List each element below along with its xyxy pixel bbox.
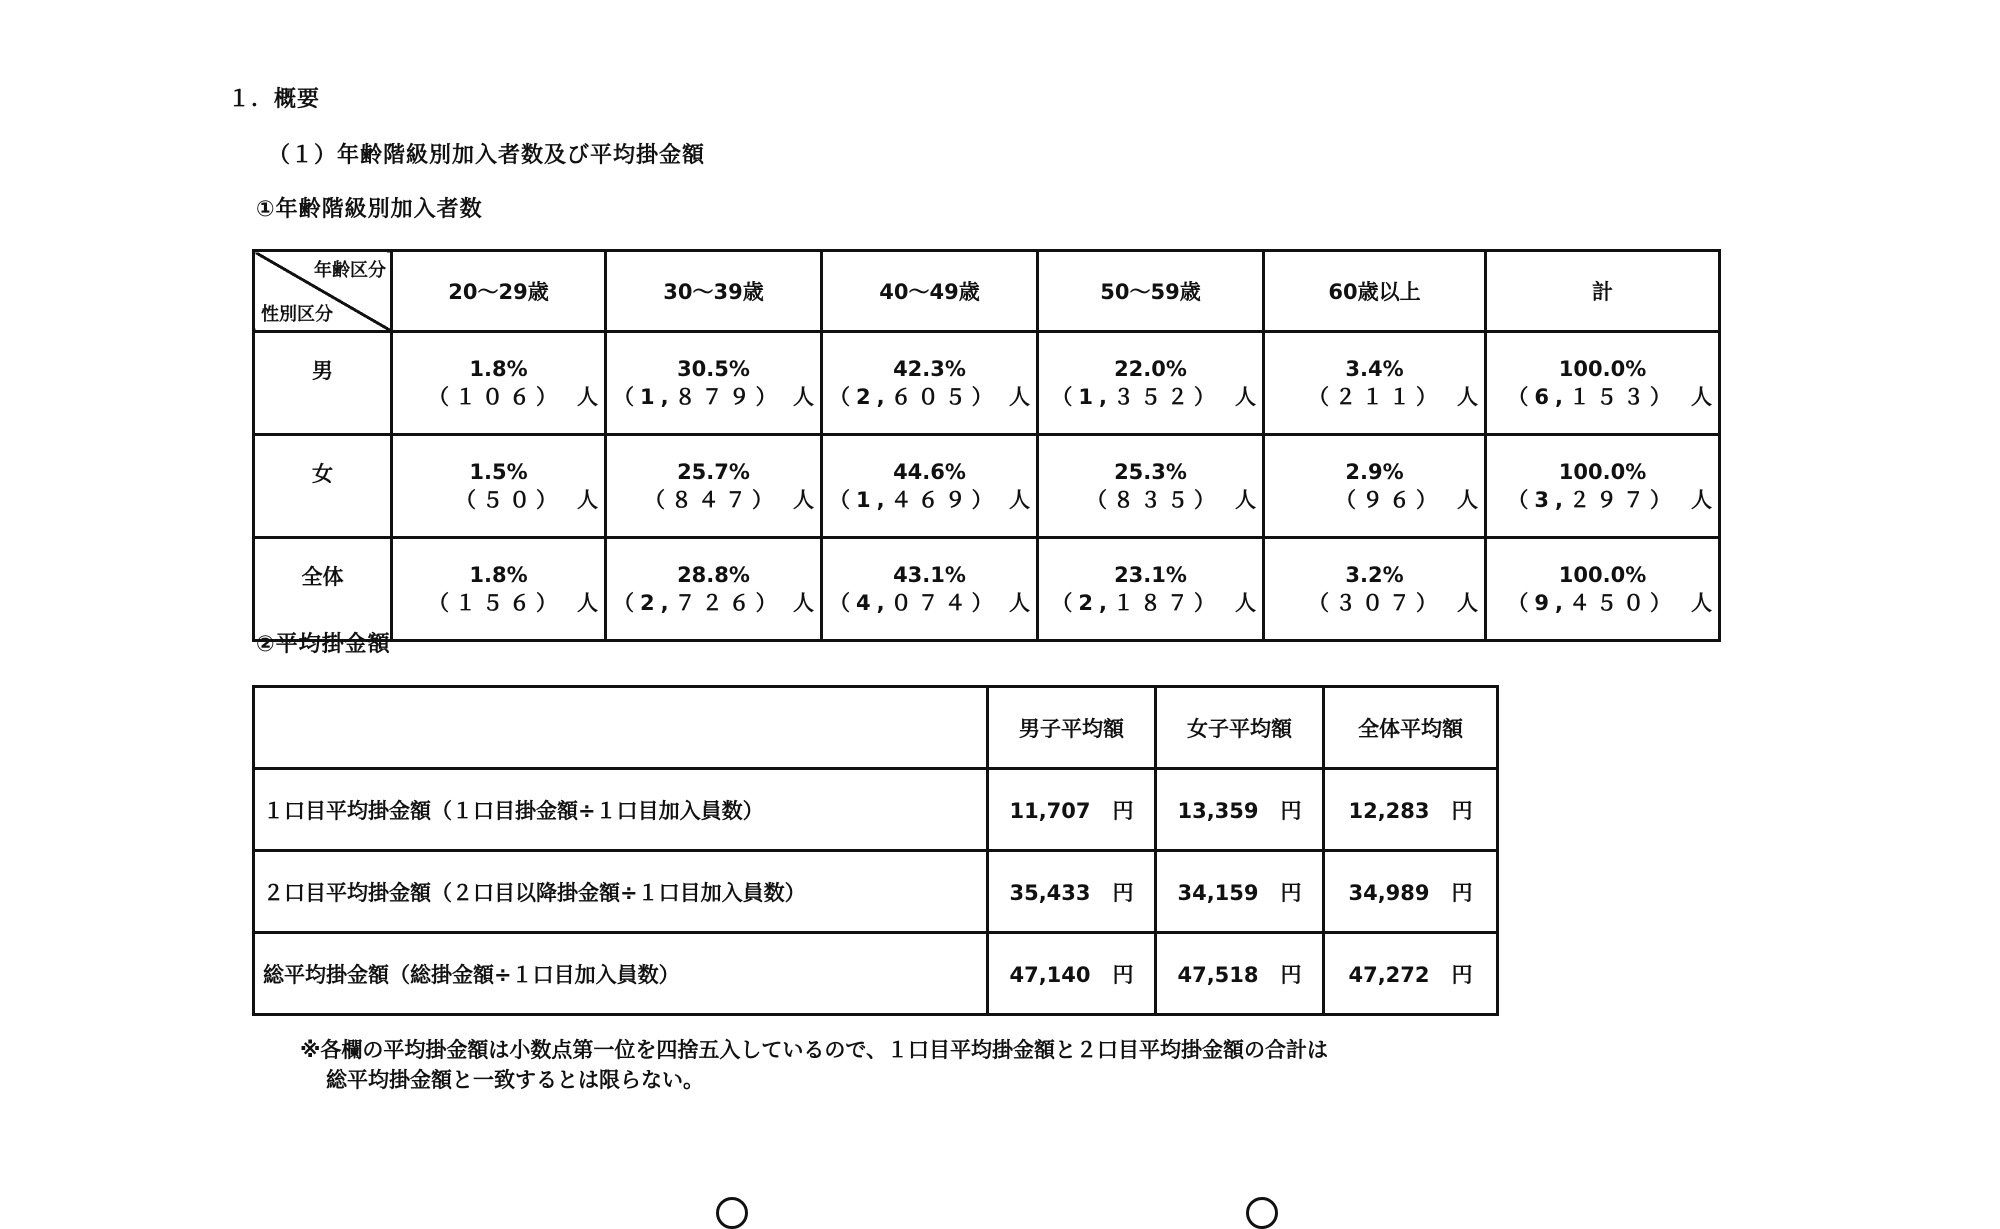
member-cell <box>1486 538 1720 641</box>
table1-corner-cell <box>254 251 392 332</box>
member-count: （５０） <box>455 488 563 512</box>
header-age-50-59: 50～59歳 <box>1038 251 1264 332</box>
person-unit: 人 <box>1457 488 1478 512</box>
member-percentage: 3.4% <box>1345 357 1404 381</box>
member-count: （２１１） <box>1308 385 1443 409</box>
member-count-line <box>399 486 598 514</box>
member-cell <box>822 538 1038 641</box>
yen-unit: 円 <box>1280 798 1302 823</box>
member-cell <box>392 435 606 538</box>
member-cell <box>1264 332 1486 435</box>
table2-row <box>254 933 1498 1015</box>
member-count: （1,３５２） <box>1051 385 1221 409</box>
table2-row <box>254 851 1498 933</box>
premium-amount: 13,359 <box>1177 798 1259 823</box>
row-gender-label: 男 <box>254 332 392 435</box>
member-count-line <box>829 589 1030 617</box>
member-count-line <box>829 383 1030 411</box>
member-count: （2,１８７） <box>1051 591 1221 615</box>
member-percentage: 3.2% <box>1345 563 1404 587</box>
member-percentage: 42.3% <box>893 357 966 381</box>
circle-mark-left <box>716 1197 748 1229</box>
member-cell <box>1038 538 1264 641</box>
member-cell <box>1486 332 1720 435</box>
section-title: １．概要 <box>228 87 321 112</box>
member-count: （2,７２６） <box>613 591 783 615</box>
member-cell <box>392 538 606 641</box>
person-unit: 人 <box>1235 591 1256 615</box>
person-unit: 人 <box>1009 488 1030 512</box>
member-count-line <box>1271 589 1478 617</box>
member-count: （1,８７９） <box>613 385 783 409</box>
member-count-line <box>1493 589 1712 617</box>
yen-unit: 円 <box>1451 798 1473 823</box>
corner-age-label: 年齢区分 <box>314 260 386 281</box>
person-unit: 人 <box>1235 488 1256 512</box>
premium-value-cell <box>988 933 1156 1015</box>
member-percentage: 1.8% <box>469 563 528 587</box>
member-count: （１０６） <box>428 385 563 409</box>
person-unit: 人 <box>1457 591 1478 615</box>
person-unit: 人 <box>1691 385 1712 409</box>
yen-unit: 円 <box>1451 880 1473 905</box>
premium-row-label: 総平均掛金額（総掛金額÷１口目加入員数） <box>254 933 988 1015</box>
member-percentage: 43.1% <box>893 563 966 587</box>
member-percentage: 1.5% <box>469 460 528 484</box>
premium-value-cell <box>1156 851 1324 933</box>
member-cell <box>1038 332 1264 435</box>
premium-value-cell <box>1156 769 1324 851</box>
header-total: 計 <box>1486 251 1720 332</box>
premium-value-cell <box>1324 933 1498 1015</box>
header-age-30-39: 30～39歳 <box>606 251 822 332</box>
member-count: （1,４６９） <box>829 488 999 512</box>
member-cell <box>1038 435 1264 538</box>
member-percentage: 25.7% <box>677 460 750 484</box>
premium-row-label: １口目平均掛金額（１口目掛金額÷１口目加入員数） <box>254 769 988 851</box>
row-gender-label: 全体 <box>254 538 392 641</box>
table1-row <box>254 332 1720 435</box>
premium-amount: 34,159 <box>1177 880 1259 905</box>
member-percentage: 22.0% <box>1114 357 1187 381</box>
table1-header-row <box>254 251 1720 332</box>
premium-value-cell <box>1324 769 1498 851</box>
yen-unit: 円 <box>1112 880 1134 905</box>
member-percentage: 28.8% <box>677 563 750 587</box>
member-percentage: 100.0% <box>1558 563 1647 587</box>
member-percentage: 100.0% <box>1558 357 1647 381</box>
person-unit: 人 <box>1009 385 1030 409</box>
member-percentage: 2.9% <box>1345 460 1404 484</box>
member-count: （9,４５０） <box>1507 591 1677 615</box>
yen-unit: 円 <box>1451 962 1473 987</box>
premium-value-cell <box>1156 933 1324 1015</box>
person-unit: 人 <box>793 488 814 512</box>
member-count-line <box>399 589 598 617</box>
member-cell <box>822 435 1038 538</box>
person-unit: 人 <box>1691 488 1712 512</box>
subsection-title: （１）年齢階級別加入者数及び平均掛金額 <box>268 143 706 168</box>
premium-amount: 47,272 <box>1348 962 1430 987</box>
premium-amount: 47,140 <box>1009 962 1091 987</box>
member-count-line <box>613 589 814 617</box>
person-unit: 人 <box>1457 385 1478 409</box>
premium-amount: 47,518 <box>1177 962 1259 987</box>
person-unit: 人 <box>577 591 598 615</box>
member-percentage: 23.1% <box>1114 563 1187 587</box>
premium-row-label: ２口目平均掛金額（２口目以降掛金額÷１口目加入員数） <box>254 851 988 933</box>
header-age-40-49: 40～49歳 <box>822 251 1038 332</box>
table2-header-row <box>254 687 1498 769</box>
member-percentage: 30.5% <box>677 357 750 381</box>
header-age-60-plus: 60歳以上 <box>1264 251 1486 332</box>
member-cell <box>606 538 822 641</box>
member-count: （6,１５３） <box>1507 385 1677 409</box>
premium-amount: 11,707 <box>1009 798 1091 823</box>
person-unit: 人 <box>1691 591 1712 615</box>
member-count: （2,６０５） <box>829 385 999 409</box>
member-count: （８３５） <box>1086 488 1221 512</box>
age-group-members-table <box>252 249 1721 642</box>
yen-unit: 円 <box>1112 962 1134 987</box>
yen-unit: 円 <box>1280 880 1302 905</box>
member-count: （4,０７４） <box>829 591 999 615</box>
member-count: （3,２９７） <box>1507 488 1677 512</box>
header-female-average: 女子平均額 <box>1156 687 1324 769</box>
member-cell <box>822 332 1038 435</box>
member-cell <box>1264 435 1486 538</box>
yen-unit: 円 <box>1112 798 1134 823</box>
premium-value-cell <box>1324 851 1498 933</box>
premium-amount: 12,283 <box>1348 798 1430 823</box>
member-count: （１５６） <box>428 591 563 615</box>
member-count-line <box>1493 383 1712 411</box>
table1-row <box>254 538 1720 641</box>
table1-row <box>254 435 1720 538</box>
footnote-line-1: ※各欄の平均掛金額は小数点第一位を四捨五入しているので、１口目平均掛金額と２口目平均掛金額の合計は <box>300 1038 1328 1062</box>
member-count-line <box>1045 589 1256 617</box>
member-count-line <box>613 486 814 514</box>
member-cell <box>606 332 822 435</box>
member-cell <box>606 435 822 538</box>
table2-title: ②平均掛金額 <box>256 632 391 657</box>
person-unit: 人 <box>793 591 814 615</box>
person-unit: 人 <box>577 488 598 512</box>
header-overall-average: 全体平均額 <box>1324 687 1498 769</box>
member-percentage: 44.6% <box>893 460 966 484</box>
corner-gender-label: 性別区分 <box>261 304 333 325</box>
premium-amount: 34,989 <box>1348 880 1430 905</box>
member-count-line <box>1045 383 1256 411</box>
premium-value-cell <box>988 851 1156 933</box>
member-count: （９６） <box>1335 488 1443 512</box>
member-count: （３０７） <box>1308 591 1443 615</box>
member-count-line <box>399 383 598 411</box>
person-unit: 人 <box>577 385 598 409</box>
member-count-line <box>1271 486 1478 514</box>
member-count-line <box>1271 383 1478 411</box>
person-unit: 人 <box>1235 385 1256 409</box>
premium-value-cell <box>988 769 1156 851</box>
premium-amount: 35,433 <box>1009 880 1091 905</box>
person-unit: 人 <box>1009 591 1030 615</box>
member-count-line <box>829 486 1030 514</box>
row-gender-label: 女 <box>254 435 392 538</box>
table2-row <box>254 769 1498 851</box>
member-count-line <box>1493 486 1712 514</box>
member-cell <box>1486 435 1720 538</box>
table1-title: ①年齢階級別加入者数 <box>256 197 483 222</box>
average-premium-table <box>252 685 1499 1016</box>
member-count: （８４７） <box>644 488 779 512</box>
person-unit: 人 <box>793 385 814 409</box>
footnote-line-2: 総平均掛金額と一致するとは限らない。 <box>326 1068 704 1092</box>
header-age-20-29: 20～29歳 <box>392 251 606 332</box>
member-percentage: 100.0% <box>1558 460 1647 484</box>
member-percentage: 25.3% <box>1114 460 1187 484</box>
yen-unit: 円 <box>1280 962 1302 987</box>
member-percentage: 1.8% <box>469 357 528 381</box>
member-count-line <box>1045 486 1256 514</box>
footnote <box>300 1035 1328 1095</box>
circle-mark-right <box>1246 1197 1278 1229</box>
member-count-line <box>613 383 814 411</box>
member-cell <box>392 332 606 435</box>
member-cell <box>1264 538 1486 641</box>
table2-empty-corner <box>254 687 988 769</box>
header-male-average: 男子平均額 <box>988 687 1156 769</box>
